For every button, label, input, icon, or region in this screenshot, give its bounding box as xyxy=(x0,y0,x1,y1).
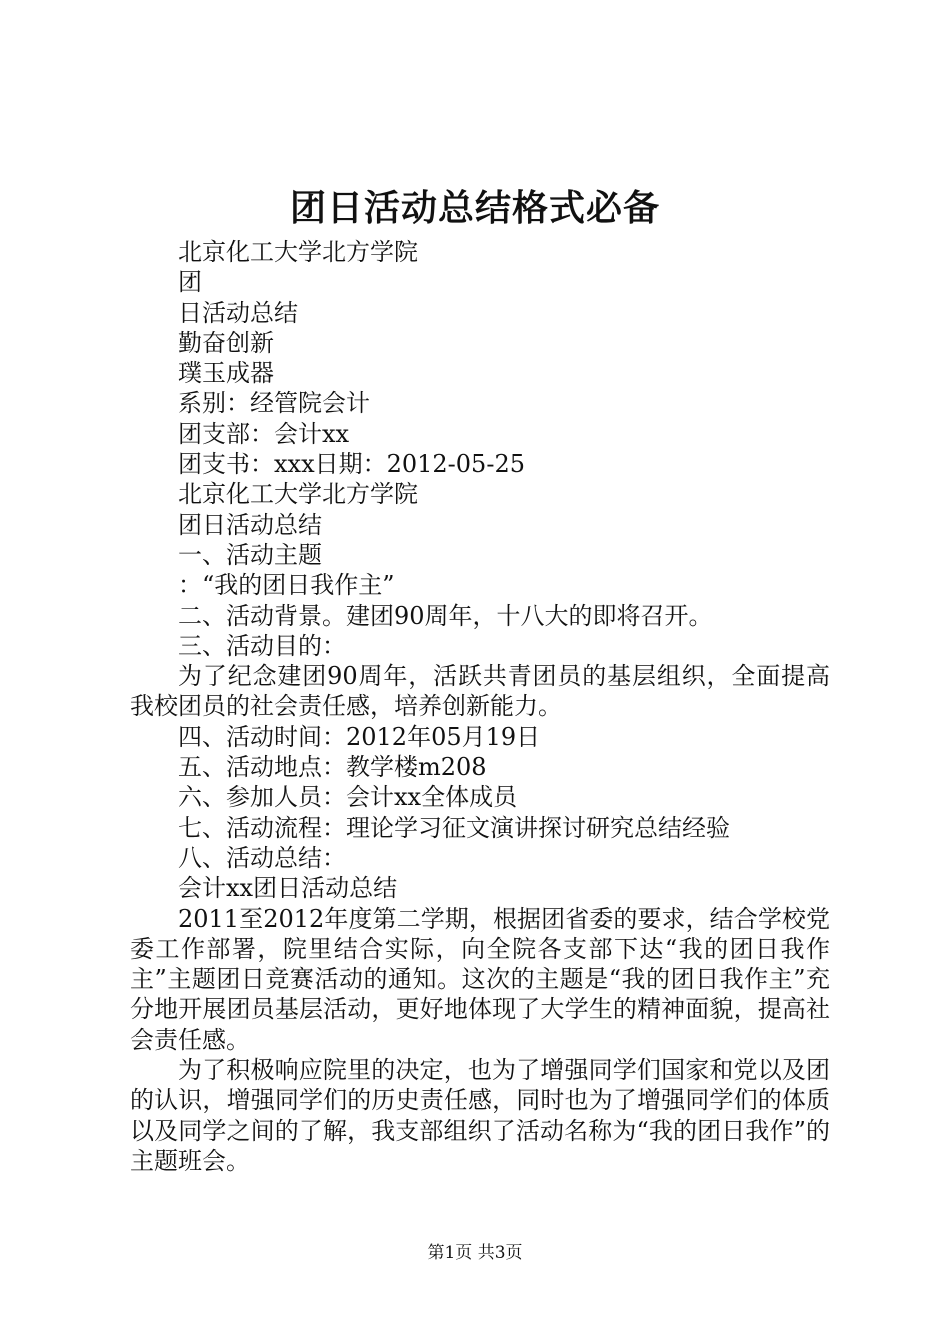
text-line: 团支书：xxx日期：2012-05-25 xyxy=(178,450,525,479)
text-line: 八、活动总结： xyxy=(178,843,346,872)
page-footer: 第1页 共3页 xyxy=(427,1243,523,1263)
body-paragraph-1: 2011至2012年度第二学期，根据团省委的要求，结合学校党委工作部署，院里结合实际，向全院各支部下达“我的团日我作主”主题团日竞赛活动的通知。这次的主题是“我的团日我作主”充分地开展团员基层活动，更好地体现了大学生的精神面貌，提高社会责任感。 xyxy=(130,904,830,1054)
text-line: 璞玉成器 xyxy=(178,359,274,388)
document-body xyxy=(130,237,830,1176)
text-line: 五、活动地点：教学楼m208 xyxy=(178,753,487,782)
text-line: 团 xyxy=(178,268,202,297)
text-line: 二、活动背景。建团90周年，十八大的即将召开。 xyxy=(178,601,713,630)
text-line: 北京化工大学北方学院 xyxy=(178,480,418,509)
text-line: 团日活动总结 xyxy=(178,510,322,539)
text-line: 六、参加人员：会计xx全体成员 xyxy=(178,783,518,812)
text-line: 四、活动时间：2012年05月19日 xyxy=(178,722,541,751)
text-line: 勤奋创新 xyxy=(178,328,274,357)
body-paragraph-2: 为了积极响应院里的决定，也为了增强同学们国家和党以及团的认识，增强同学们的历史责任感，同时也为了增强同学们的体质以及同学之间的了解，我支部组织了活动名称为“我的团日我作”的主题班会。 xyxy=(130,1056,830,1175)
text-line: 团支部：会计xx xyxy=(178,419,350,448)
text-line: 北京化工大学北方学院 xyxy=(178,238,418,266)
purpose-paragraph: 为了纪念建团90周年，活跃共青团员的基层组织，全面提高我校团员的社会责任感，培养创新能力。 xyxy=(130,662,830,721)
text-line: 七、活动流程：理论学习征文演讲探讨研究总结经验 xyxy=(178,813,730,842)
text-line: 三、活动目的： xyxy=(178,631,346,660)
text-line: 日活动总结 xyxy=(178,298,298,327)
document-title: 团日活动总结格式必备 xyxy=(289,187,660,229)
text-line: ：“我的团日我作主” xyxy=(178,571,395,600)
text-line: 会计xx团日活动总结 xyxy=(178,874,398,903)
text-line: 系别：经管院会计 xyxy=(178,389,370,418)
text-line: 一、活动主题 xyxy=(178,540,322,569)
